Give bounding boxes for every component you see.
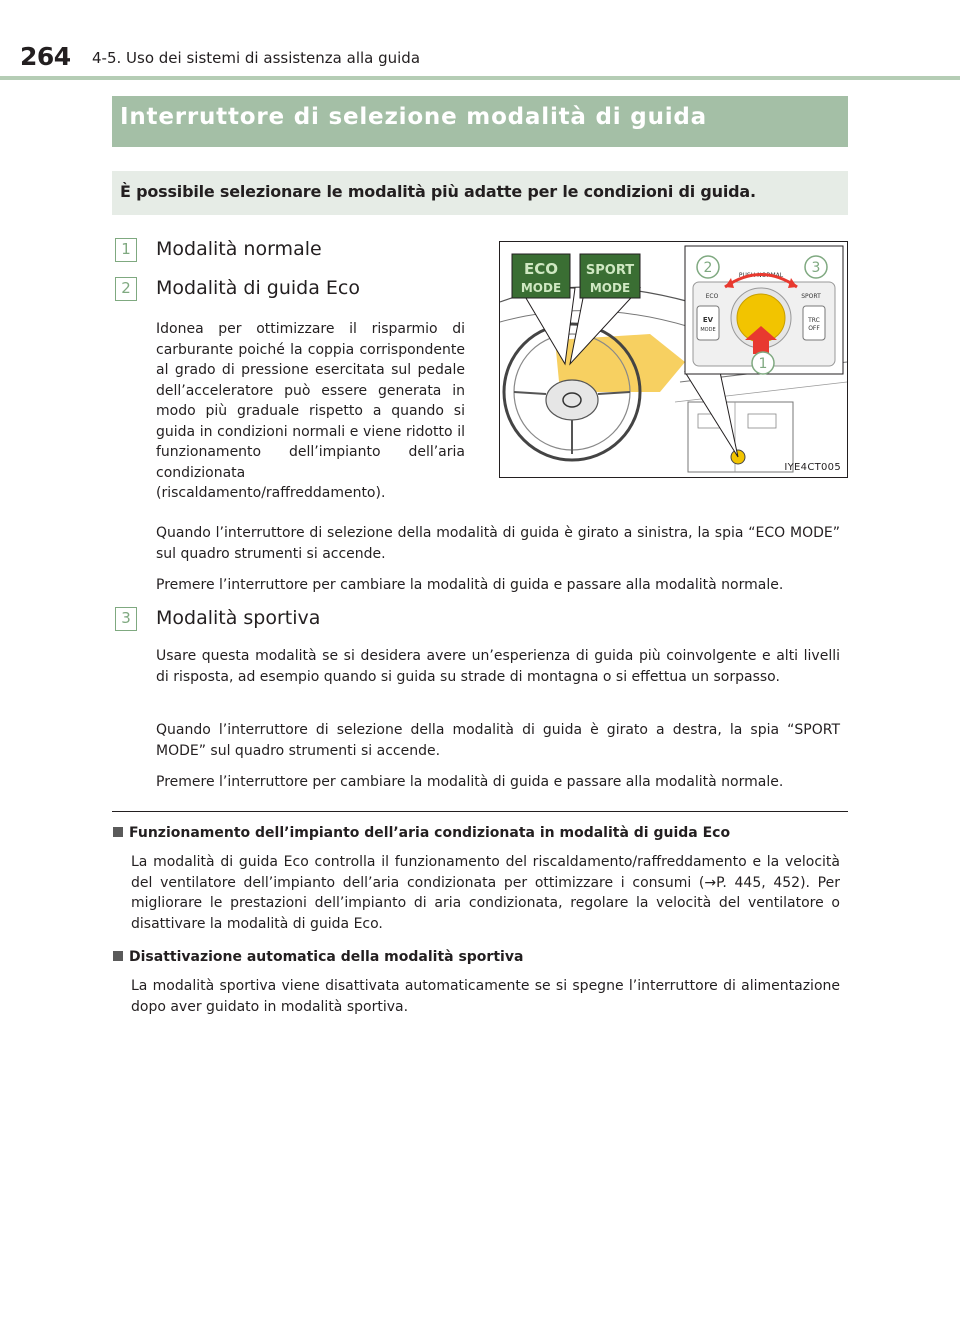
square-bullet-icon [113, 827, 123, 837]
ev-mode-sub-label: MODE [700, 327, 716, 333]
note-paragraph: La modalità di guida Eco controlla il funzionamento del riscaldamento/raffreddamento e la velocità del ventilatore dell’impianto dell’aria condizionata per ottimizzare i consumi (→P. 445, 452). Per migliorare le prestazioni dell’impianto di aria condizionata, regolare la velocità del ventilatore o disattivare la modalità di guida Eco. [131, 854, 840, 932]
section-divider [112, 811, 848, 812]
note-heading-text: Disattivazione automatica della modalità sportiva [129, 949, 524, 965]
item-paragraph: Usare questa modalità se si desidera avere un’esperienza di guida più coinvolgente e alti livelli di risposta, ad esempio quando si guida su strade di montagna o si effettua un sorpasso. [156, 648, 840, 685]
note-heading-text: Funzionamento dell’impianto dell’aria condizionata in modalità di guida Eco [129, 825, 731, 841]
dashboard-drawing [500, 242, 847, 477]
square-bullet-icon [113, 951, 123, 961]
note-paragraph: La modalità sportiva viene disattivata automaticamente se si spegne l’interruttore di alimentazione dopo aver guidato in modalità sportiva. [131, 978, 840, 1015]
item-number-badge: 2 [115, 277, 137, 301]
eco-label: ECO [523, 260, 559, 278]
callout-3: 3 [811, 260, 821, 276]
page-number: 264 [20, 42, 71, 71]
item-heading: Modalità normale [156, 238, 322, 260]
item-paragraph: Quando l’interruttore di selezione della modalità di guida è girato a sinistra, la spia “ECO MODE” sul quadro strumenti si accende. [156, 525, 840, 562]
dashboard-illustration [499, 241, 848, 478]
dial-sport-label: SPORT [801, 293, 821, 300]
intro-box: È possibile selezionare le modalità più adatte per le condizioni di guida. [112, 171, 848, 215]
trc-off-label: OFF [808, 325, 820, 332]
illustration-code: IYE4CT005 [784, 462, 841, 473]
dial-push-normal-label: PUSH NORMAL [738, 272, 784, 279]
page-title: Interruttore di selezione modalità di guida [112, 96, 848, 147]
item-paragraph: Quando l’interruttore di selezione della modalità di guida è girato a destra, la spia “SPORT MODE” sul quadro strumenti si accende. [156, 722, 840, 759]
sport-mode-label: MODE [589, 281, 631, 295]
sport-label: SPORT [585, 263, 635, 278]
eco-mode-label: MODE [520, 281, 562, 295]
note-heading [113, 825, 730, 841]
item-heading: Modalità di guida Eco [156, 277, 360, 299]
item-heading: Modalità sportiva [156, 607, 321, 629]
callout-2: 2 [703, 260, 713, 276]
item-paragraph: Premere l’interruttore per cambiare la modalità di guida e passare alla modalità normale. [156, 774, 784, 790]
item-number-badge: 3 [115, 607, 137, 631]
item-paragraph: Idonea per ottimizzare il risparmio di carburante poiché la coppia corrispondente al grado di pressione esercitata sul pedale dell’acceleratore può essere generata in modo più graduale rispetto a quando si guida in condizioni normali e viene ridotto il funzionamento dell’impianto dell’aria condizionata (riscaldamento/raffreddamento). [156, 321, 465, 501]
item-paragraph: Premere l’interruttore per cambiare la modalità di guida e passare alla modalità normale. [156, 577, 784, 593]
ev-mode-label: EV [702, 316, 714, 324]
section-title: 4-5. Uso dei sistemi di assistenza alla guida [92, 49, 421, 67]
header-rule [0, 76, 960, 80]
dial-eco-label: ECO [705, 293, 719, 300]
item-number-badge: 1 [115, 238, 137, 262]
note-heading [113, 949, 523, 965]
trc-label: TRC [808, 317, 820, 324]
callout-1: 1 [758, 356, 768, 372]
